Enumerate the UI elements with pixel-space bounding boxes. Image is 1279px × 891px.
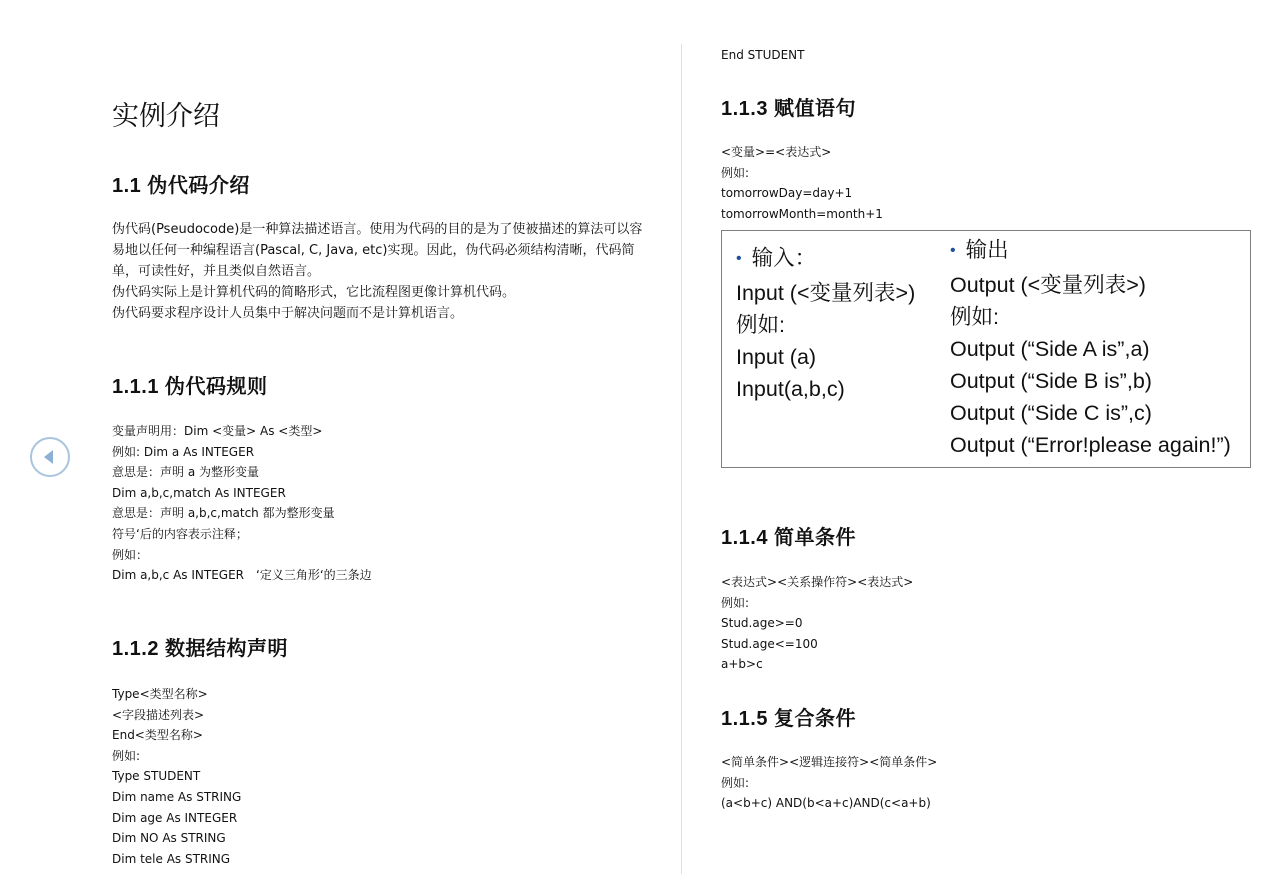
section-heading-1-1-2: 1.1.2 数据结构声明 — [112, 638, 289, 660]
bullet-icon: • — [950, 242, 956, 259]
text-line: End STUDENT — [721, 48, 805, 62]
text-line: Type<类型名称> — [112, 687, 208, 701]
section-1-1-body — [112, 219, 647, 324]
slide-input-column — [736, 242, 915, 405]
slide-line: Output (“Error!please again!”) — [950, 433, 1231, 457]
text-line: tomorrowDay=day+1 — [721, 186, 853, 201]
text-line: 例如: Dim a As INTEGER — [112, 444, 255, 459]
page-divider — [681, 44, 682, 874]
section-heading-1-1-5: 1.1.5 复合条件 — [721, 708, 857, 730]
embedded-slide — [721, 230, 1251, 468]
arrow-left-icon — [32, 439, 68, 475]
section-1-1-5-body — [721, 752, 937, 814]
section-1-1-4-body — [721, 572, 913, 675]
text-line: 变量声明用：Dim <变量> As <类型> — [112, 424, 323, 438]
slide-line: Input(a,b,c) — [736, 377, 845, 401]
text-line: <字段描述列表> — [112, 707, 205, 722]
paragraph: 伪代码(Pseudocode)是一种算法描述语言。使用为代码的目的是为了使被描述的算法可以容易地以任何一种编程语言(Pascal, C, Java, etc)实现。因此，伪代码必须结构清晰，代码简单，可读性好，并且类似自然语言。 — [112, 222, 643, 279]
text-line: <表达式><关系操作符><表达式> — [721, 575, 914, 589]
text-line: Dim NO As STRING — [112, 831, 226, 846]
text-line: Dim tele As STRING — [112, 851, 231, 866]
text-line: 例如： — [112, 547, 149, 562]
text-line: (a<b+c) AND(b<a+c)AND(c<a+b) — [721, 796, 931, 811]
text-line: 例如: — [112, 748, 141, 763]
slide-line: 例如: — [950, 305, 999, 329]
section-heading-1-1-3: 1.1.3 赋值语句 — [721, 98, 857, 120]
section-1-1-1-body — [112, 421, 372, 586]
text-line: 意思是：声明 a 为整形变量 — [112, 465, 259, 480]
text-line: End<类型名称> — [112, 728, 203, 743]
text-line: Stud.age>=0 — [721, 616, 803, 631]
text-line: Dim name As STRING — [112, 789, 242, 804]
bullet-icon: • — [736, 250, 742, 267]
slide-line: 例如: — [736, 313, 785, 337]
slide-input-title — [736, 242, 915, 277]
text-line: <简单条件><逻辑连接符><简单条件> — [721, 755, 938, 769]
section-heading-1-1-4: 1.1.4 简单条件 — [721, 527, 857, 549]
slide-output-column — [950, 234, 1231, 461]
slide-output-title — [950, 234, 1231, 269]
text-line: Stud.age<=100 — [721, 636, 818, 651]
text-line: 例如: — [721, 165, 750, 180]
text-line: 符号‘后的内容表示注释； — [112, 526, 248, 541]
slide-line: Input (a) — [736, 345, 817, 369]
section-1-1-3-body — [721, 142, 883, 224]
text-line: Dim age As INTEGER — [112, 810, 238, 825]
paragraph: 伪代码实际上是计算机代码的简略形式，它比流程图更像计算机代码。 — [112, 285, 516, 300]
text-line: tomorrowMonth=month+1 — [721, 206, 883, 221]
text-line: <变量>=<表达式> — [721, 145, 832, 159]
slide-line: Output (“Side C is”,c) — [950, 401, 1152, 425]
slide-title-text: 输入： — [751, 246, 817, 270]
slide-line: Input (<变量列表>) — [736, 281, 916, 305]
text-line: 例如: — [721, 595, 750, 610]
section-1-1-2-body — [112, 684, 241, 869]
text-line: 例如: — [721, 775, 750, 790]
text-line: Type STUDENT — [112, 769, 201, 784]
slide-line: Output (“Side A is”,a) — [950, 337, 1150, 361]
page-title: 实例介绍 — [112, 101, 220, 132]
slide-line: Output (<变量列表>) — [950, 273, 1146, 297]
text-line: Dim a,b,c As INTEGER ‘定义三角形‘的三条边 — [112, 568, 372, 583]
text-line: Dim a,b,c,match As INTEGER — [112, 485, 286, 500]
continued-line — [721, 45, 804, 66]
slide-title-text: 输出 — [965, 238, 1009, 262]
previous-page-button[interactable] — [30, 437, 70, 477]
text-line: a+b>c — [721, 657, 763, 672]
paragraph: 伪代码要求程序设计人员集中于解决问题而不是计算机语言。 — [112, 306, 464, 321]
section-heading-1-1-1: 1.1.1 伪代码规则 — [112, 376, 268, 398]
slide-line: Output (“Side B is”,b) — [950, 369, 1152, 393]
text-line: 意思是：声明 a,b,c,match 都为整形变量 — [112, 506, 335, 521]
section-heading-1-1: 1.1 伪代码介绍 — [112, 175, 250, 197]
